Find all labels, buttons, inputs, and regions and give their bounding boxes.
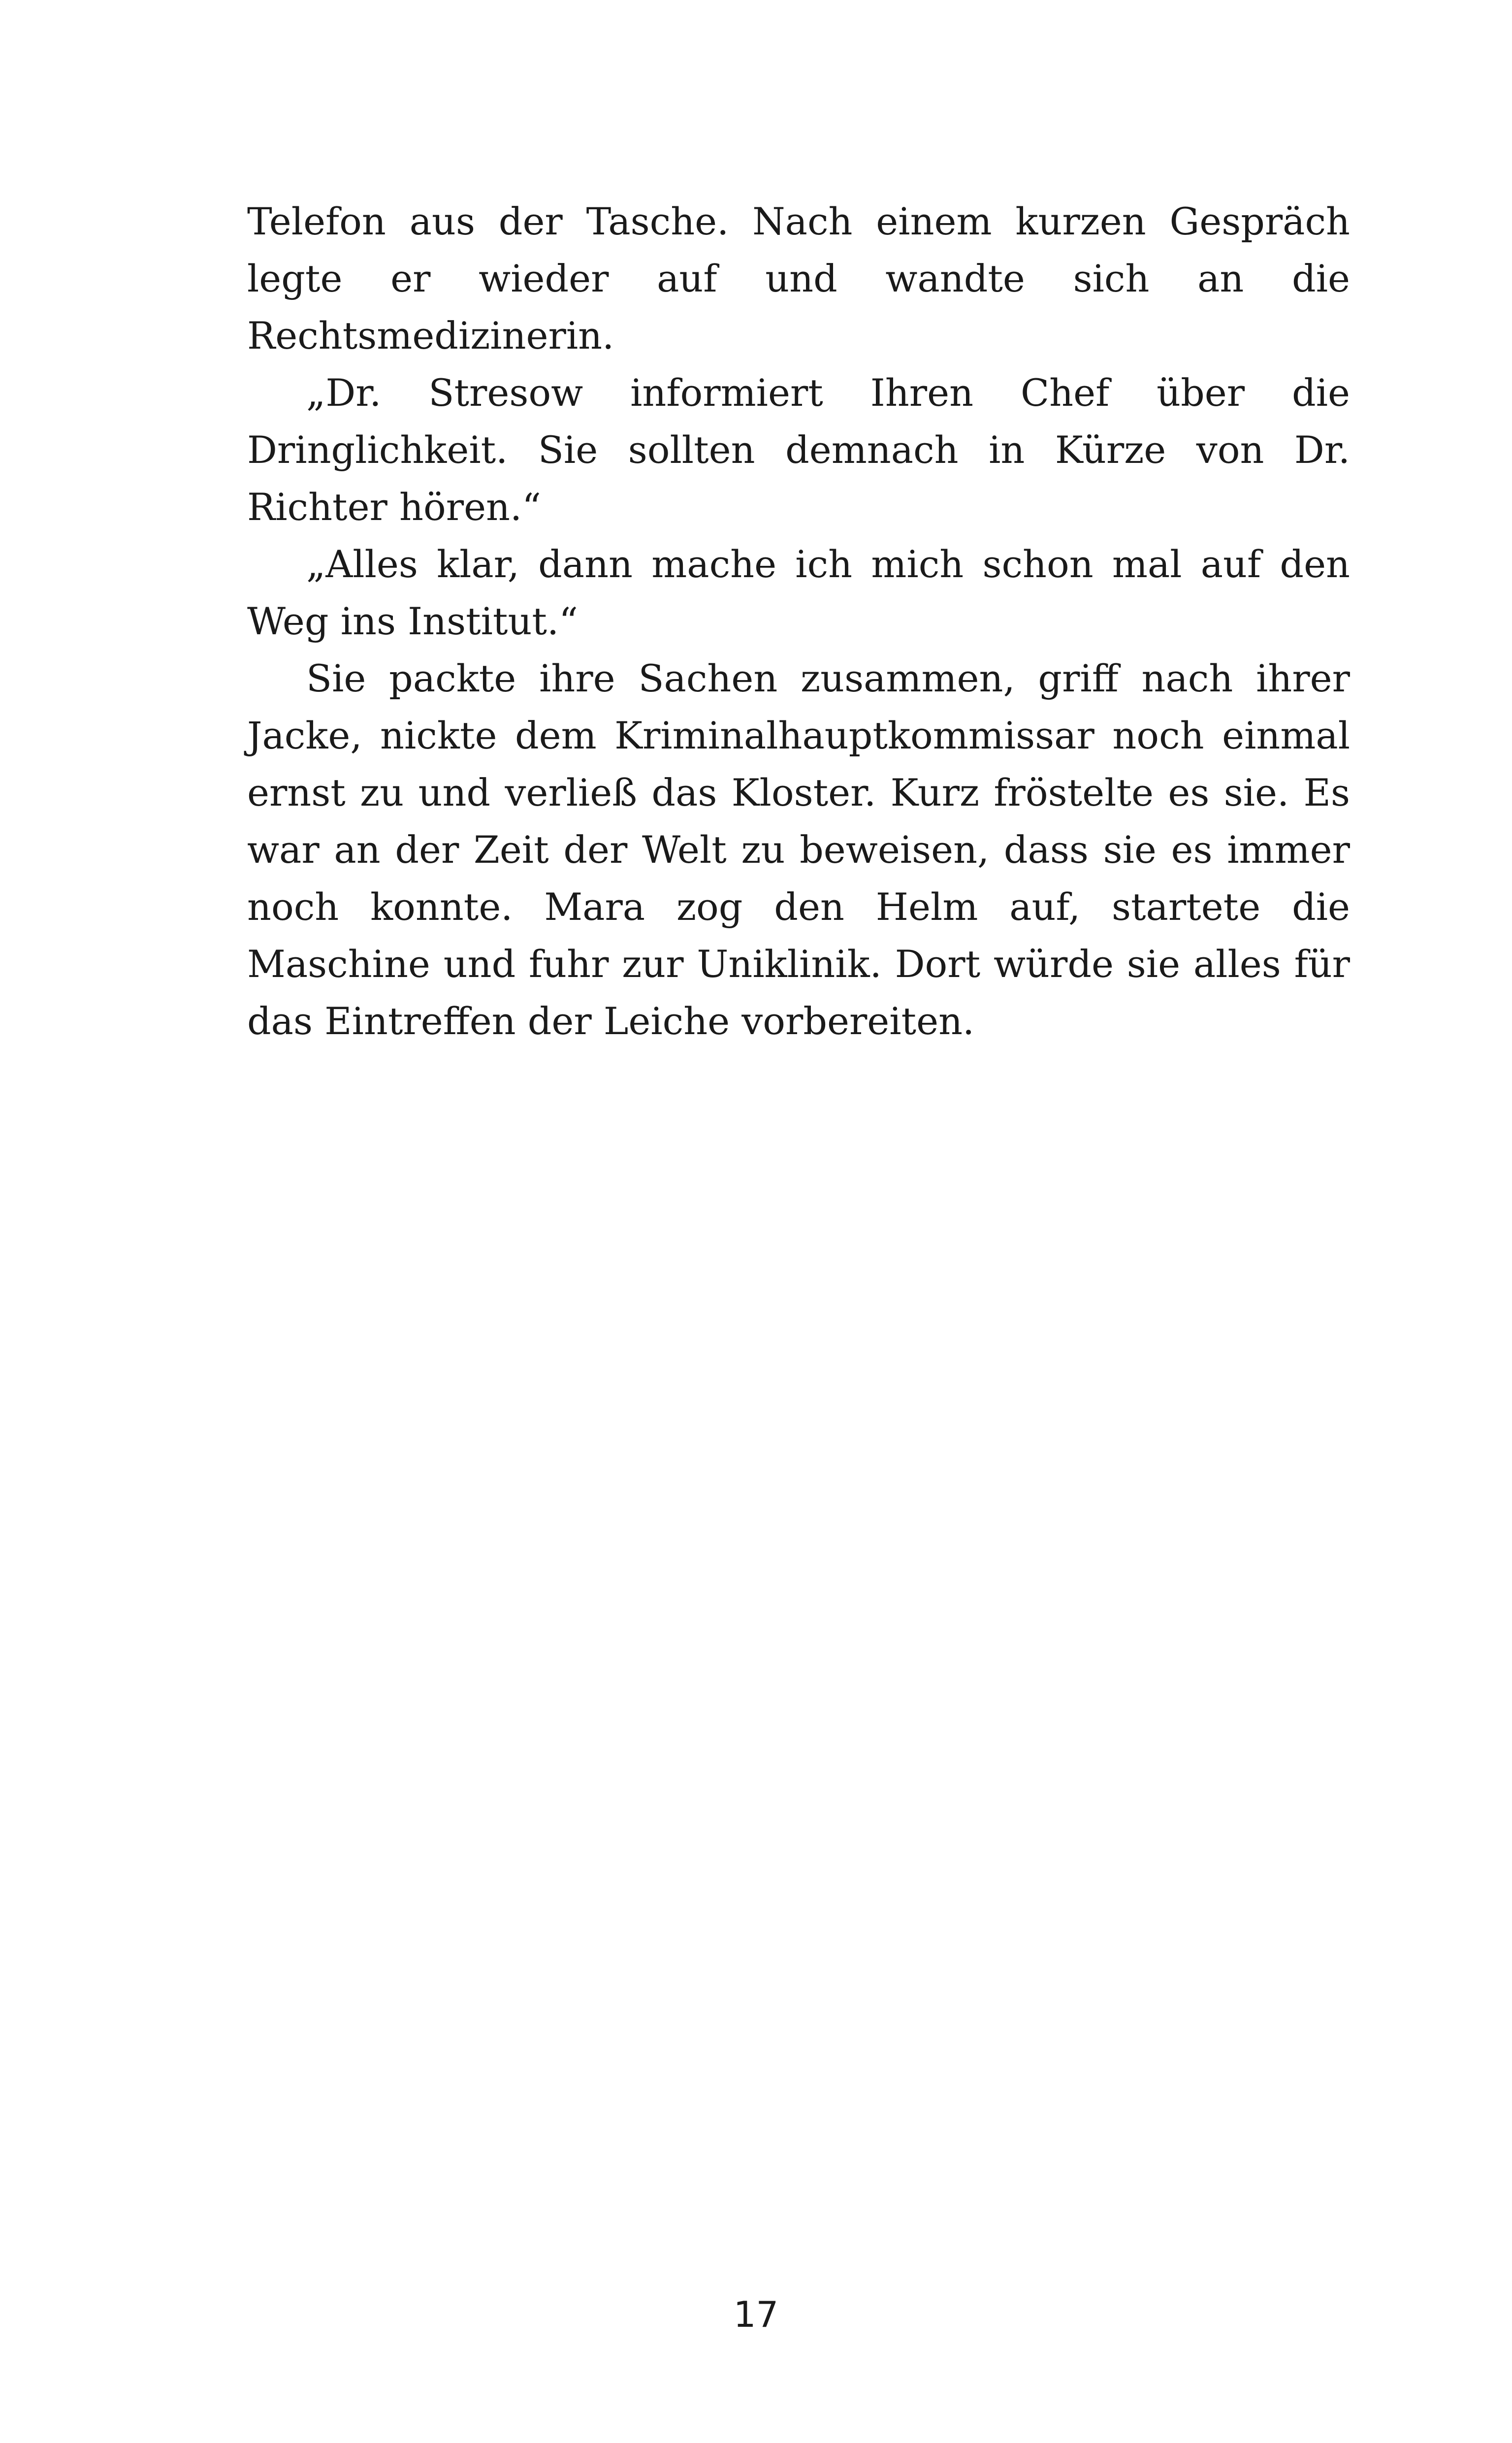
paragraph-dialogue-institut: „Alles klar, dann mache ich mich schon mal auf den Weg ins Institut.“ [247, 542, 1350, 643]
page-number: 17 [733, 2294, 779, 2335]
body-text [247, 193, 1350, 1050]
paragraph-narrative-mara: Sie packte ihre Sachen zusammen, griff nach ihrer Jacke, nickte dem Kriminalhauptkommissar noch einmal ernst zu und verließ das Kloster. Kurz fröstelte es sie. Es war an der Zeit der Welt zu beweisen, dass sie es immer noch konnte. Mara zog den Helm auf, startete die Maschine und fuhr zur Uniklinik. Dort würde sie alles für das Eintreffen der Leiche vorbereiten. [247, 656, 1350, 1043]
paragraph-dialogue-stresow: „Dr. Stresow informiert Ihren Chef über die Dringlichkeit. Sie sollten demnach in Kürze von Dr. Richter hören.“ [247, 371, 1350, 529]
paragraph-continuation: Telefon aus der Tasche. Nach einem kurzen Gespräch legte er wieder auf und wandte sich an die Rechtsmedizinerin. [247, 199, 1350, 358]
